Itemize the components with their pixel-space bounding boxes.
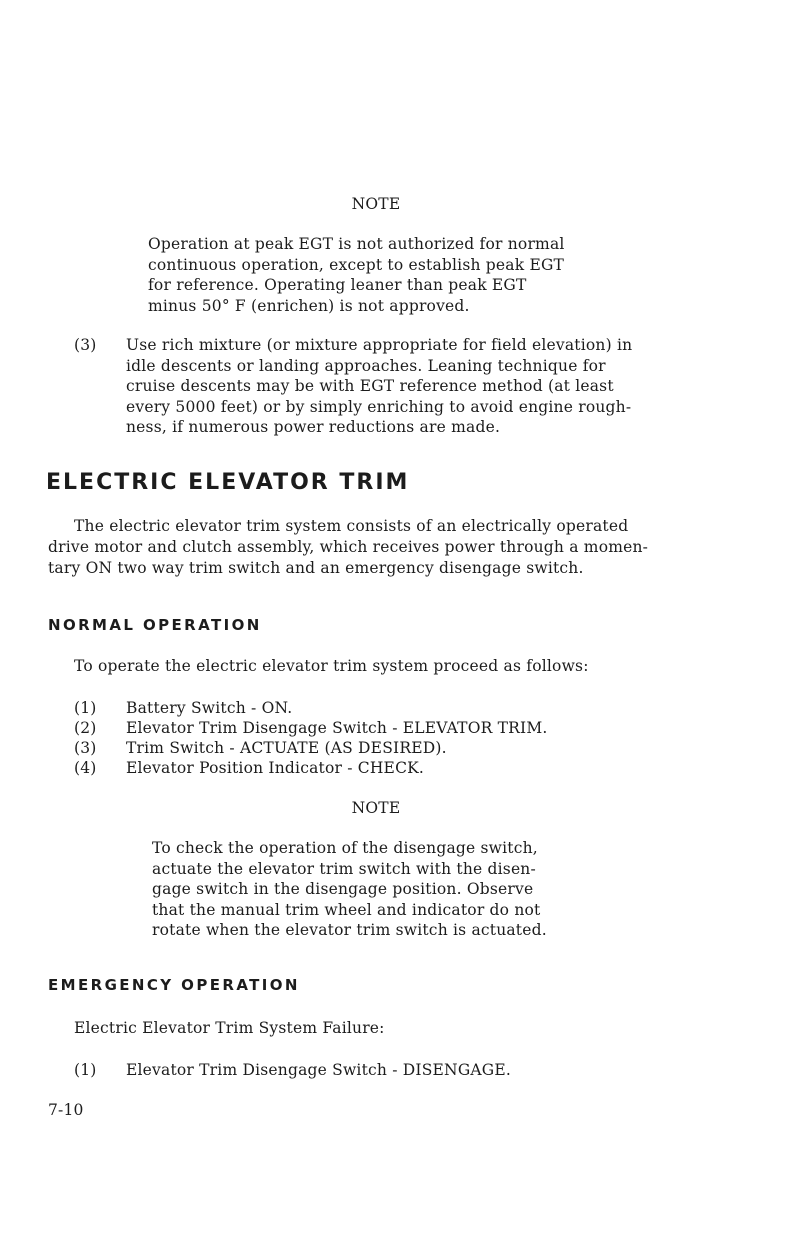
note-line: rotate when the elevator trim switch is actuated.	[152, 921, 547, 939]
list-item	[74, 758, 424, 779]
note-body	[148, 234, 565, 316]
item-text: Elevator Position Indicator - CHECK.	[126, 759, 425, 777]
note-line: gage switch in the disengage position. Observe	[152, 880, 534, 898]
normal-operation-heading: NORMAL OPERATION	[48, 616, 262, 634]
list-item	[74, 698, 292, 719]
note-line: that the manual trim wheel and indicator do not	[152, 900, 541, 919]
item-number: (2)	[74, 719, 97, 737]
step-line: Use rich mixture (or mixture appropriate for field elevation) in	[126, 336, 633, 354]
note-heading: NOTE	[351, 195, 401, 213]
section-title: ELECTRIC ELEVATOR TRIM	[46, 470, 410, 495]
item-number: (1)	[74, 699, 97, 717]
list-item	[74, 738, 447, 759]
list-item	[74, 718, 548, 739]
intro-line: drive motor and clutch assembly, which receives power through a momen-	[48, 538, 649, 556]
step-line: every 5000 feet) or by simply enriching to avoid engine rough-	[126, 397, 632, 416]
note-line: minus 50° F (enrichen) is not approved.	[148, 296, 470, 315]
note-line: for reference. Operating leaner than peak EGT	[148, 276, 527, 294]
step-line: idle descents or landing approaches. Leaning technique for	[126, 356, 606, 375]
list-item	[74, 1060, 511, 1081]
note-body	[152, 838, 547, 941]
item-number: (4)	[74, 759, 97, 777]
item-text: Battery Switch - ON.	[126, 699, 293, 717]
emergency-operation-heading: EMERGENCY OPERATION	[48, 976, 300, 994]
item-text: Elevator Trim Disengage Switch - ELEVATOR TRIM.	[126, 719, 548, 737]
step-text	[126, 335, 632, 438]
note-line: Operation at peak EGT is not authorized for normal	[148, 235, 565, 253]
step-number: (3)	[74, 336, 97, 354]
note-line: continuous operation, except to establish peak EGT	[148, 255, 565, 274]
note-heading: NOTE	[351, 799, 401, 817]
item-text: Trim Switch - ACTUATE (AS DESIRED).	[126, 739, 447, 757]
step-line: ness, if numerous power reductions are made.	[126, 418, 501, 436]
item-text: Elevator Trim Disengage Switch - DISENGAGE.	[126, 1061, 512, 1079]
page-number: 7-10	[48, 1101, 84, 1119]
item-number: (3)	[74, 739, 97, 757]
intro-line: tary ON two way trim switch and an emergency disengage switch.	[48, 559, 584, 577]
note-line: actuate the elevator trim switch with the disen-	[152, 859, 536, 878]
normal-intro: To operate the electric elevator trim system proceed as follows:	[74, 657, 589, 675]
note-line: To check the operation of the disengage switch,	[152, 839, 538, 857]
intro-line: The electric elevator trim system consists of an electrically operated	[74, 517, 629, 535]
step-line: cruise descents may be with EGT reference method (at least	[126, 377, 614, 395]
section-intro	[48, 516, 648, 579]
item-number: (1)	[74, 1061, 97, 1079]
emergency-intro: Electric Elevator Trim System Failure:	[74, 1019, 385, 1037]
